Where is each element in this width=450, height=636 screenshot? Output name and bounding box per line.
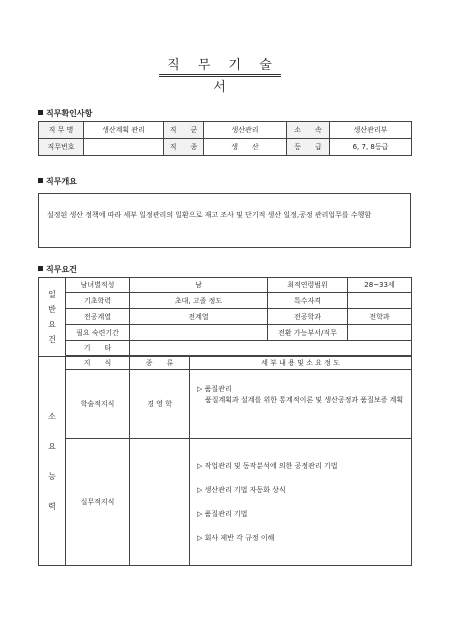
practical-knowledge-type <box>130 439 190 566</box>
page-title: 직 무 기 술 서 <box>159 55 281 77</box>
practical-knowledge-label: 실무적지식 <box>66 439 130 566</box>
gender-value: 남 <box>130 278 268 293</box>
list-item: ▷ 회사 제반 각 규정 이해 <box>197 534 275 542</box>
job-no-value <box>84 139 164 156</box>
major-label: 전공학과 <box>268 309 348 325</box>
training-period-label: 필요 숙련기간 <box>66 325 130 341</box>
list-item: ▷ 작업관리 및 동작분석에 의한 공정관리 기법 <box>197 462 338 470</box>
job-no-label: 직무번호 <box>39 139 84 156</box>
age-label: 최적연령범위 <box>268 278 348 293</box>
confirm-table <box>38 121 412 156</box>
requirements-table <box>38 277 412 566</box>
age-value: 28~33세 <box>348 278 412 293</box>
major-value: 전학과 <box>348 309 412 325</box>
transfer-label: 전환 가능부서/직무 <box>268 325 348 341</box>
kind-value: 생 산 <box>204 139 287 156</box>
section-heading-requirements <box>38 264 77 275</box>
list-item: ▷ 생산관리 기법 자동화 상식 <box>197 486 286 494</box>
certificate-label: 특수자격 <box>268 293 348 309</box>
section-heading-requirements-label: 직무요건 <box>46 265 77 274</box>
certificate-value <box>348 293 412 309</box>
square-bullet-icon <box>38 266 43 271</box>
major-series-value: 전계열 <box>130 309 268 325</box>
group-label: 직 군 <box>164 122 204 139</box>
required-abilities-label: 소 요 능 력 <box>39 357 66 566</box>
training-period-value <box>130 325 268 341</box>
grade-label: 등 급 <box>287 139 330 156</box>
education-value: 초대, 고졸 정도 <box>130 293 268 309</box>
dept-value: 생산관리부 <box>330 122 412 139</box>
general-requirements-label: 일 반 요 건 <box>39 278 66 357</box>
major-series-label: 전공계열 <box>66 309 130 325</box>
job-name-label: 직 무 명 <box>39 122 84 139</box>
academic-knowledge-detail <box>190 370 412 439</box>
type-column-header: 종 류 <box>130 357 190 370</box>
detail-column-header: 세 부 내 용 및 소 요 정 도 <box>190 357 412 370</box>
job-name-value: 생산계획 관리 <box>84 122 164 139</box>
section-heading-overview <box>38 176 77 187</box>
square-bullet-icon <box>38 110 43 115</box>
gender-label: 남녀별적성 <box>66 278 130 293</box>
knowledge-column-header: 지 식 <box>66 357 130 370</box>
grade-value: 6, 7, 8등급 <box>330 139 412 156</box>
list-item: ▷ 품질관리 <box>197 385 232 393</box>
section-heading-confirm-label: 직무확인사항 <box>46 109 93 118</box>
etc-label: 기 타 <box>66 341 130 356</box>
education-label: 기초학력 <box>66 293 130 309</box>
section-heading-overview-label: 직무개요 <box>46 177 77 186</box>
kind-label: 직 종 <box>164 139 204 156</box>
academic-knowledge-type: 경 영 학 <box>130 370 190 439</box>
transfer-value <box>348 325 412 341</box>
etc-value <box>130 341 412 356</box>
square-bullet-icon <box>38 178 43 183</box>
group-value: 생산관리 <box>204 122 287 139</box>
list-item: 품질계획과 설계를 위한 통계적이론 및 생산공정과 품질보증 계획 <box>205 396 404 404</box>
list-item: ▷ 품질관리 기법 <box>197 510 248 518</box>
section-heading-confirm <box>38 108 92 119</box>
dept-label: 소 속 <box>287 122 330 139</box>
practical-knowledge-detail <box>190 439 412 566</box>
academic-knowledge-label: 학술적지식 <box>66 370 130 439</box>
job-overview-text: 설정된 생산 정책에 따라 세부 일정관리의 일환으로 재고 조사 및 단기적 생산 일정,공정 관리업무를 수행함 <box>38 193 411 248</box>
